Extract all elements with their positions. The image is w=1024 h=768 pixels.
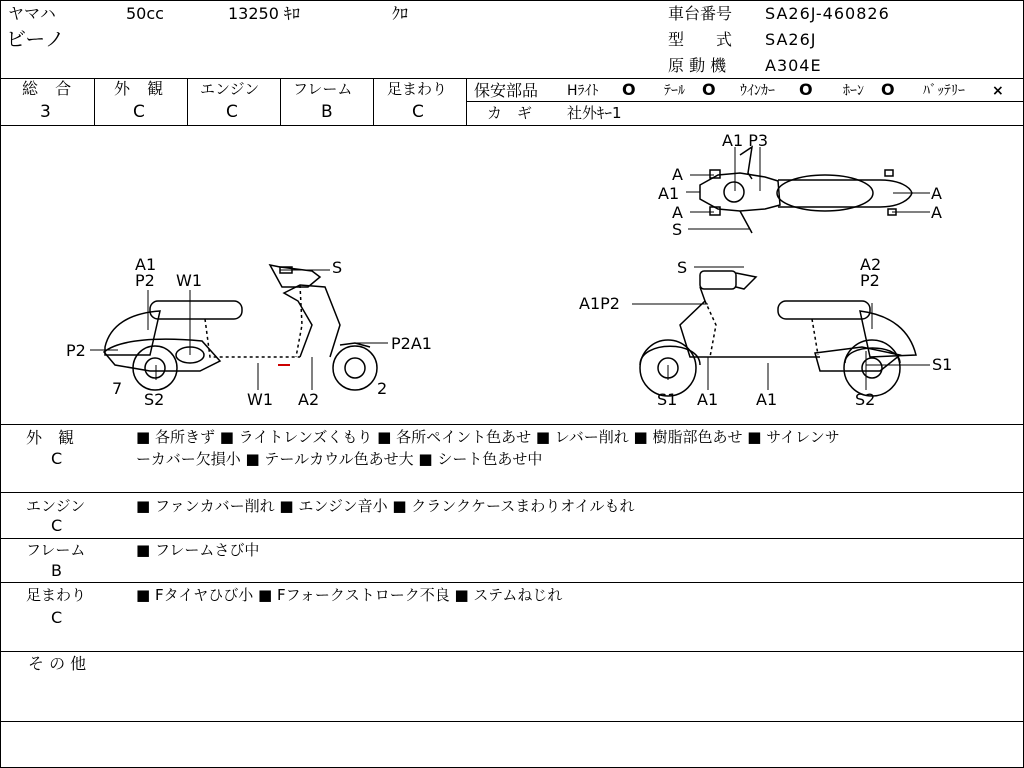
divider [94,78,95,125]
divider [0,582,1024,583]
key-value: 社外ｷｰ1 [567,104,622,122]
grade-value: C [133,102,145,122]
type-value: SA26J [765,30,817,49]
frame-no-label: 車台番号 [668,4,733,23]
maker: ヤマハ [8,4,56,23]
label-w1-bottom: W1 [247,390,273,409]
divider [0,538,1024,539]
model-name: ビーノ [6,27,65,51]
label-7: 7 [112,379,123,398]
divider [373,78,374,125]
divider [0,424,1024,425]
headlight-ok-icon: O [622,80,636,99]
type-label: 型 式 [668,30,733,49]
label-a2: A2 [860,255,882,274]
label-w1: W1 [176,271,202,290]
note-label: フレーム [26,541,86,559]
label-p2a1: P2A1 [391,334,432,353]
grade-label: 総 合 [22,79,78,98]
label-s: S [672,220,683,239]
label-s: S [332,258,343,277]
label-a1: A1 [135,255,157,274]
safety-item-battery: ﾊﾞｯﾃﾘｰ [923,83,965,99]
grade-label: 外 観 [114,79,170,98]
note-label: 外 観 [26,428,75,447]
tail-ok-icon: O [702,80,716,99]
note-text: ■ Fタイヤひび小 ■ Fフォークストローク不良 ■ ステムねじれ [136,586,563,604]
label-p2: P2 [860,271,880,290]
grade-value: 3 [40,102,51,122]
displacement: 50cc [126,4,164,23]
label-s2: S2 [855,390,876,409]
divider [467,101,1024,102]
label-a-lower-right: A [931,203,942,222]
mileage: 13250 ｷﾛ [228,4,300,23]
note-label: そ の 他 [28,654,87,673]
label-a1: A1 [658,184,680,203]
note-grade: C [51,608,63,627]
label-s: S [677,258,688,277]
battery-ng-icon: × [992,83,1004,99]
label-2: 2 [377,379,388,398]
label-a-upper-left: A [672,165,683,184]
label-a1: A1 [697,390,719,409]
grade-value: C [412,102,424,122]
grade-value: B [321,102,333,122]
grade-label: エンジン [200,80,260,98]
engine-value: A304E [765,56,822,75]
safety-item-winker: ｳｲﾝｶｰ [740,83,775,99]
label-s1-rear: S1 [932,355,953,374]
safety-label: 保安部品 [474,81,539,100]
note-grade: C [51,516,63,535]
note-text: ■ ファンカバー削れ ■ エンジン音小 ■ クランクケースまわりオイルもれ [136,497,635,515]
winker-ok-icon: O [799,80,813,99]
label-a2: A2 [298,390,320,409]
leader-lines [686,147,930,229]
safety-item-headlight: Hﾗｲﾄ [567,83,599,99]
note-grade: C [51,449,63,468]
label-a-lower-left: A [672,203,683,222]
key-label: カ ギ [487,104,533,122]
divider [466,78,467,125]
note-label: エンジン [26,497,86,515]
frame-no: SA26J-460826 [765,4,890,23]
label-s1: S1 [657,390,678,409]
color: ｸﾛ [392,4,409,23]
label-a1p3: A1 P3 [722,131,769,150]
label-p2: P2 [135,271,155,290]
safety-item-tail: ﾃｰﾙ [664,83,685,99]
label-a1-center: A1 [756,390,778,409]
divider [0,651,1024,652]
divider [0,721,1024,722]
grade-label: 足まわり [387,80,448,98]
note-text: ■ 各所きず ■ ライトレンズくもり ■ 各所ペイント色あせ ■ レバー削れ ■ 樹脂部色あせ ■ サイレンサ [136,428,840,446]
grade-label: フレーム [293,80,353,98]
engine-label: 原 動 機 [668,56,727,75]
divider [187,78,188,125]
label-a1p2: A1P2 [579,294,620,313]
note-label: 足まわり [26,586,87,604]
label-s2: S2 [144,390,165,409]
divider [0,492,1024,493]
note-text: ーカバー欠損小 ■ テールカウル色あせ大 ■ シート色あせ中 [136,450,543,468]
scooter-top-view [0,125,1024,425]
label-a-upper-right: A [931,184,942,203]
note-text: ■ フレームさび中 [136,541,260,559]
horn-ok-icon: O [881,80,895,99]
scooter-top-outline [700,147,912,233]
divider [280,78,281,125]
label-p2-rear: P2 [66,341,86,360]
safety-item-horn: ﾎｰﾝ [843,83,864,99]
note-grade: B [51,561,62,580]
grade-value: C [226,102,238,122]
